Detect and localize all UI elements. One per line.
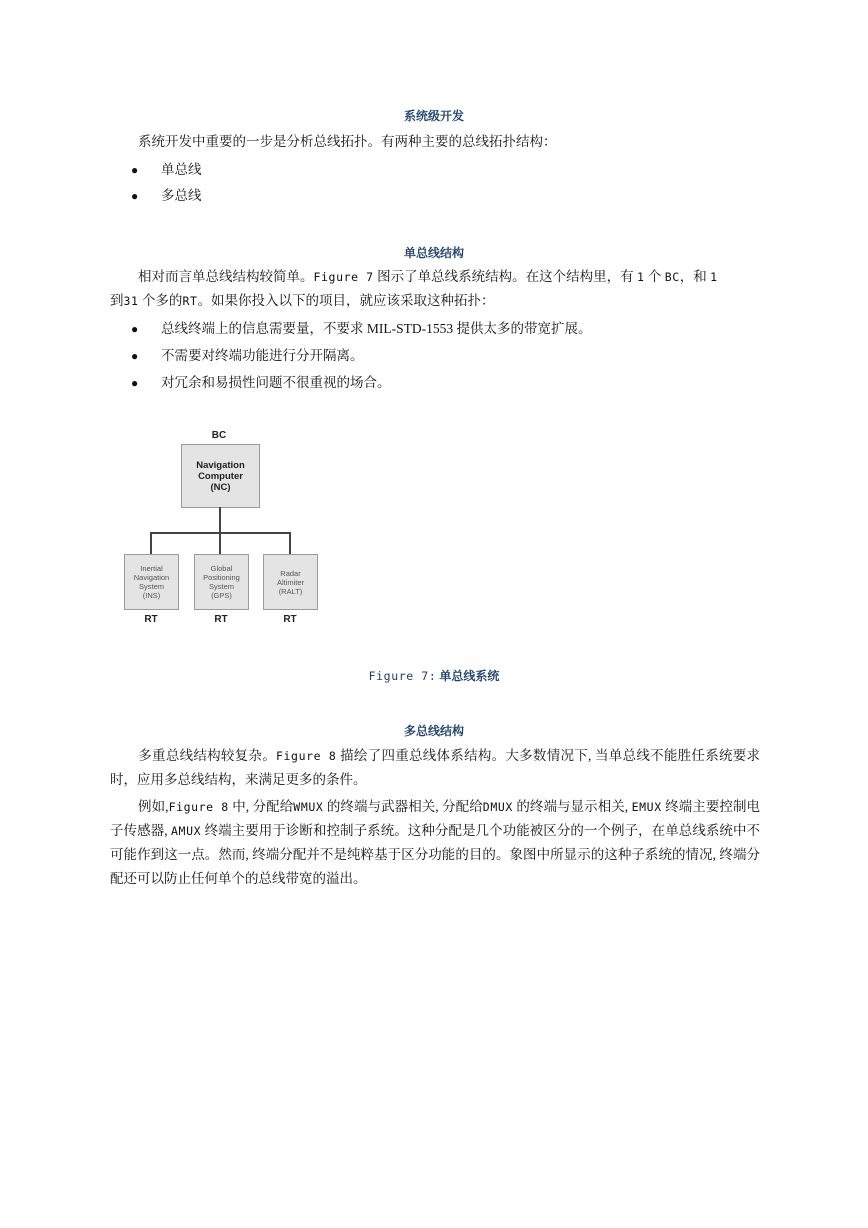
bullet-item: ● 对冗余和易损性问题不很重视的场合。 [131,373,391,393]
bus-drop-line [219,532,221,554]
paragraph-single-bus: 相对而言单总线结构较简单。Figure 7 图示了单总线系统结构。在这个结构里，有 1 个 BC，和 1 到31 个多的RT。如果你投入以下的项目，就应该采取这种拓扑： [110,269,718,308]
single-bus-diagram [118,426,328,632]
intro-text: 系统开发中重要的一步是分析总线拓扑。有两种主要的总线拓扑结构： [138,134,557,149]
rt-box-gps: Global Positioning System (GPS) [194,554,249,610]
bus-drop-line [289,532,291,554]
paragraph-multi-bus-1: 多重总线结构较复杂。Figure 8 描绘了四重总线体系结构。大多数情况下, 当单总线不能胜任系统要求时，应用多总线结构，来满足更多的条件。 [110,748,761,787]
heading-multi-bus: 多总线结构 [403,724,464,738]
bus-stub-line [219,507,221,533]
rt-label: RT [144,614,158,625]
figure-reference: Figure 8 [276,749,337,763]
rt-label: RT [214,614,228,625]
bullet-item: ● 多总线 [131,186,202,206]
heading-system-development: 系统级开发 [403,109,464,123]
paragraph-system-intro [110,130,760,154]
bullet-dot-icon: ● [131,322,139,336]
rt-box-ins: Inertial Navigation System (INS) [124,554,179,610]
paragraph-multi-bus-2: 例如,Figure 8 中, 分配给WMUX 的终端与武器相关, 分配给DMUX 的终端与显示相关, EMUX 终端主要控制电子传感器, AMUX 终端主要用于诊断和控制子系统。这种分配是几个功能被区分的一个例子，在单总线系统中不可能作到这一点。然而, 终端分配并不是纯粹基于区分功能的目的。象图中所显示的这种子系统的情况, 终端分配还可以防止任何单个的总线带宽的溢出。 [110,799,761,886]
bullet-dot-icon: ● [131,189,139,203]
figure-caption: Figure 7: 单总线系统 [368,669,500,683]
figure-reference: Figure 8 [168,800,229,814]
rt-label: RT [283,614,297,625]
bus-drop-line [150,532,152,554]
bullet-dot-icon: ● [131,376,139,390]
navigation-computer-box: Navigation Computer (NC) [181,444,260,508]
bullet-item: ● 单总线 [131,160,202,180]
bullet-item: ● 总线终端上的信息需要量，不要求 MIL-STD-1553 提供太多的带宽扩展。 [131,319,592,339]
bullet-dot-icon: ● [131,349,139,363]
rt-box-ralt: Radar Altimiter (RALT) [263,554,318,610]
figure-reference: Figure 7 [313,270,374,284]
bc-label: BC [211,430,227,441]
bullet-item: ● 不需要对终端功能进行分开隔离。 [131,346,364,366]
heading-single-bus: 单总线结构 [403,246,464,260]
bullet-dot-icon: ● [131,163,139,177]
